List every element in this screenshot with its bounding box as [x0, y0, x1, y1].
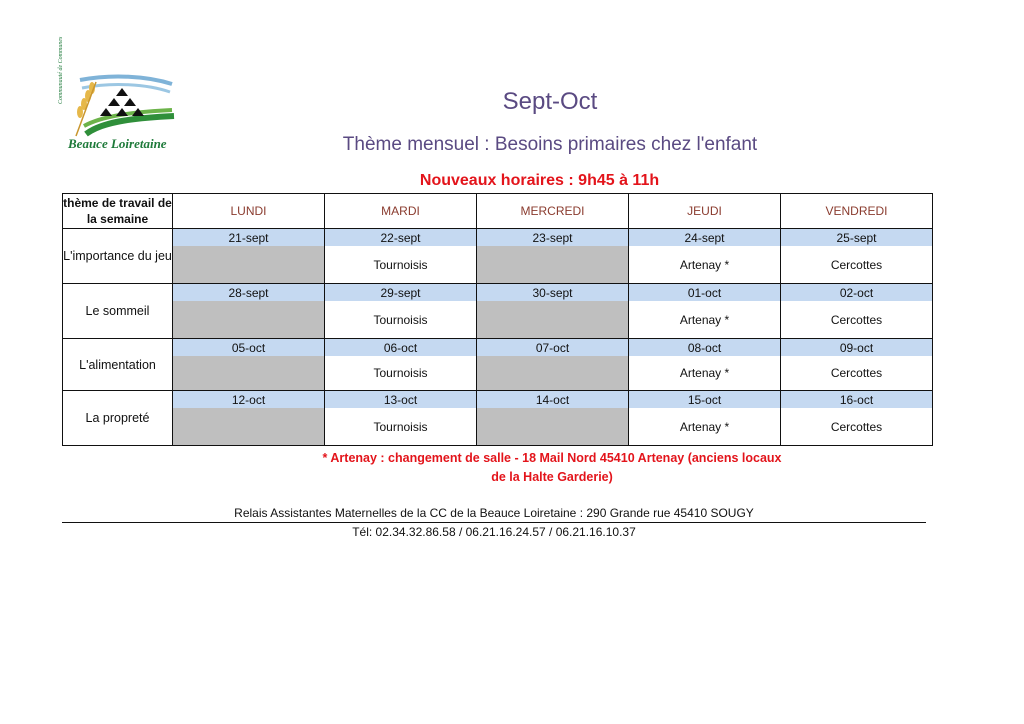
- date-cell: 07-oct: [477, 339, 629, 357]
- page-subtitle: Thème mensuel : Besoins primaires chez l'enfant: [342, 134, 758, 155]
- theme-column-header: thème de travail de la semaine: [63, 194, 173, 229]
- day-header-lundi: LUNDI: [173, 194, 325, 229]
- place-cell: Artenay *: [629, 246, 781, 284]
- logo-vertical-text: Communauté de Communes: [58, 36, 64, 104]
- place-cell: Tournoisis: [325, 408, 477, 446]
- table-row-places: [63, 301, 933, 339]
- place-cell: Tournoisis: [325, 301, 477, 339]
- day-header-vendredi: VENDREDI: [781, 194, 933, 229]
- table-row-dates: [63, 339, 933, 357]
- place-cell: Artenay *: [629, 301, 781, 339]
- place-cell: Tournoisis: [325, 356, 477, 391]
- week-theme: La propreté: [63, 391, 173, 446]
- hours-notice: Nouveaux horaires : 9h45 à 11h: [419, 172, 660, 189]
- logo-name: Beauce Loiretaine: [68, 136, 167, 151]
- date-cell: 05-oct: [173, 339, 325, 357]
- table-row-dates: [63, 284, 933, 302]
- table-row-places: [63, 356, 933, 391]
- table-row-dates: [63, 391, 933, 409]
- empty-cell: [477, 246, 629, 284]
- empty-cell: [477, 408, 629, 446]
- date-cell: 25-sept: [781, 229, 933, 247]
- empty-cell: [173, 408, 325, 446]
- place-cell: Artenay *: [629, 356, 781, 391]
- date-cell: 02-oct: [781, 284, 933, 302]
- place-cell: Cercottes: [781, 356, 933, 391]
- empty-cell: [477, 356, 629, 391]
- week-theme: Le sommeil: [63, 284, 173, 339]
- date-cell: 01-oct: [629, 284, 781, 302]
- empty-cell: [173, 301, 325, 339]
- page-title: Sept-Oct: [502, 88, 598, 115]
- place-cell: Cercottes: [781, 408, 933, 446]
- schedule-table: [62, 193, 933, 446]
- place-cell: Cercottes: [781, 246, 933, 284]
- date-cell: 09-oct: [781, 339, 933, 357]
- table-row-dates: [63, 229, 933, 247]
- date-cell: 08-oct: [629, 339, 781, 357]
- date-cell: 28-sept: [173, 284, 325, 302]
- empty-cell: [173, 246, 325, 284]
- table-row-places: [63, 246, 933, 284]
- date-cell: 06-oct: [325, 339, 477, 357]
- date-cell: 12-oct: [173, 391, 325, 409]
- day-header-mercredi: MERCREDI: [477, 194, 629, 229]
- footer-address: Relais Assistantes Maternelles de la CC de la Beauce Loiretaine : 290 Grande rue 45410 SOUGY: [234, 506, 754, 520]
- artenay-room-change-note: * Artenay : changement de salle - 18 Mail Nord 45410 Artenay (anciens locaux de la Halte Garderie): [322, 451, 782, 484]
- table-row-places: [63, 408, 933, 446]
- date-cell: 23-sept: [477, 229, 629, 247]
- date-cell: 13-oct: [325, 391, 477, 409]
- place-cell: Cercottes: [781, 301, 933, 339]
- date-cell: 16-oct: [781, 391, 933, 409]
- date-cell: 15-oct: [629, 391, 781, 409]
- empty-cell: [173, 356, 325, 391]
- footer-divider: [62, 522, 926, 523]
- empty-cell: [477, 301, 629, 339]
- place-cell: Artenay *: [629, 408, 781, 446]
- day-header-jeudi: JEUDI: [629, 194, 781, 229]
- place-cell: Tournoisis: [325, 246, 477, 284]
- date-cell: 21-sept: [173, 229, 325, 247]
- table-header-row: [63, 194, 933, 229]
- week-theme: L'importance du jeu: [63, 229, 173, 284]
- week-theme: L'alimentation: [63, 339, 173, 391]
- date-cell: 29-sept: [325, 284, 477, 302]
- day-header-mardi: MARDI: [325, 194, 477, 229]
- date-cell: 14-oct: [477, 391, 629, 409]
- date-cell: 30-sept: [477, 284, 629, 302]
- date-cell: 24-sept: [629, 229, 781, 247]
- date-cell: 22-sept: [325, 229, 477, 247]
- footer-phones: Tél: 02.34.32.86.58 / 06.21.16.24.57 / 06.21.16.10.37: [352, 525, 636, 539]
